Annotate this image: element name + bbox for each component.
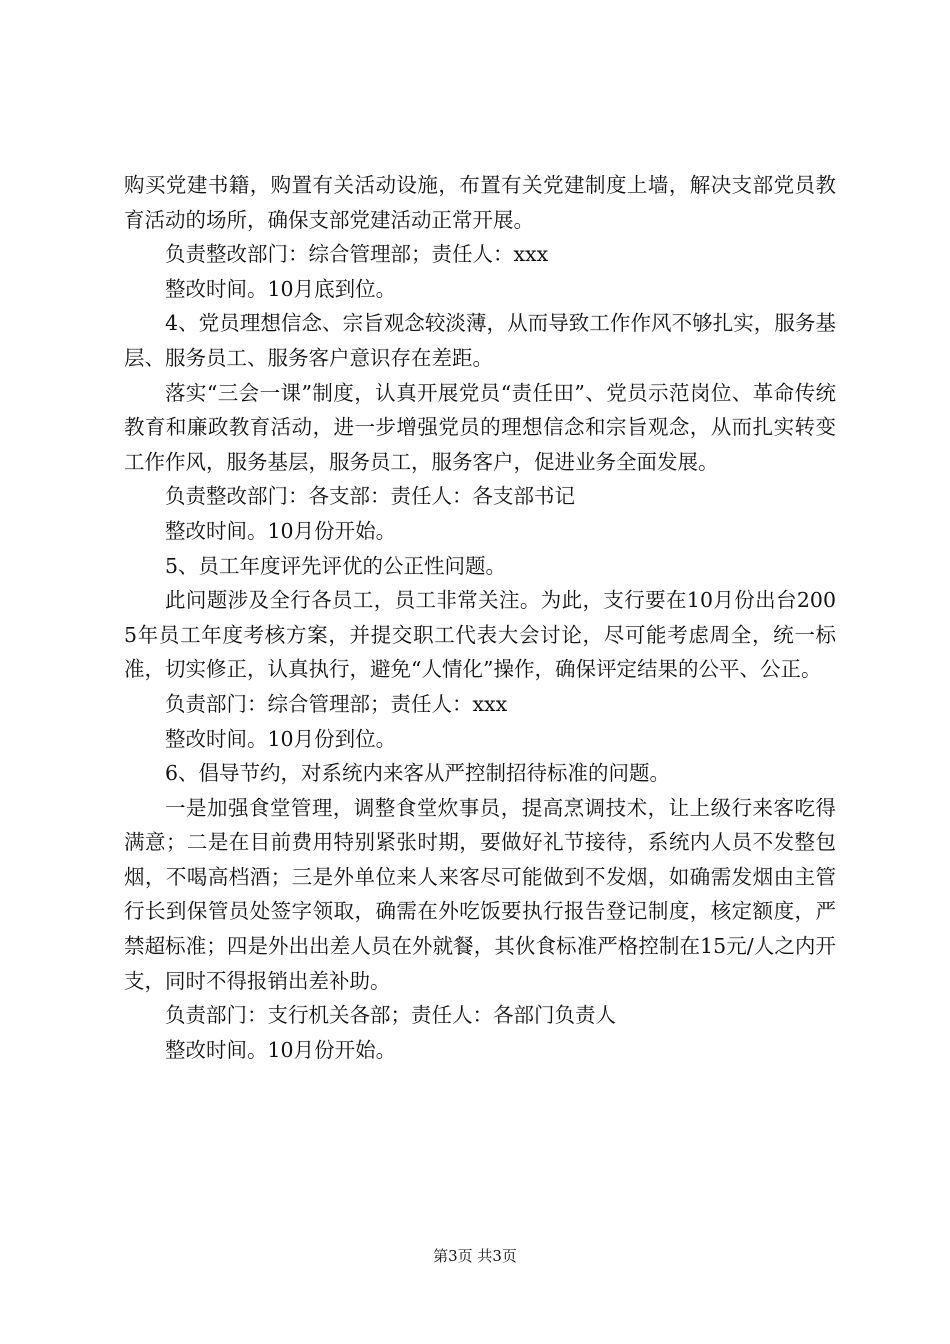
paragraph-purchase-books: 购买党建书籍，购置有关活动设施，布置有关党建制度上墙，解决支部党员教育活动的场所，确保支部党建活动正常开展。 — [124, 173, 836, 232]
paragraph-deadline-1: 整改时间。10月底到位。 — [165, 276, 397, 301]
paragraph-deadline-5: 整改时间。10月份到位。 — [165, 726, 397, 751]
paragraph-issue-6: 6、倡导节约，对系统内来客从严控制招待标准的问题。 — [165, 761, 671, 786]
paragraph-responsible-dept-1: 负责整改部门：综合管理部；责任人：xxx — [165, 242, 549, 267]
paragraph-measure-5: 此问题涉及全行各员工，员工非常关注。为此，支行要在10月份出台2005年员工年度考核方案，并提交职工代表大会讨论，尽可能考虑周全，统一标准，切实修正，认真执行，避免“人情化”操作，确保评定结果的公平、公正。 — [124, 588, 836, 682]
paragraph-responsible-dept-5: 负责部门：综合管理部；责任人：xxx — [165, 691, 508, 716]
paragraph-measure-4: 落实“三会一课”制度，认真开展党员“责任田”、党员示范岗位、革命传统教育和廉政教育活动，进一步增强党员的理想信念和宗旨观念，从而扎实转变工作作风，服务基层，服务员工，服务客户，促进业务全面发展。 — [124, 380, 836, 474]
paragraph-measure-6: 一是加强食堂管理，调整食堂炊事员，提高烹调技术，让上级行来客吃得满意；二是在目前费用特别紧张时期，要做好礼节接待，系统内人员不发整包烟，不喝高档酒；三是外单位来人来客尽可能做到不发烟，如确需发烟由主管行长到保管员处签字领取，确需在外吃饭要执行报告登记制度，核定额度，严禁超标准；四是外出出差人员在外就餐，其伙食标准严格控制在15元/人之内开支，同时不得报销出差补助。 — [124, 795, 836, 993]
page-number-footer: 第3页 共3页 — [433, 1247, 517, 1265]
paragraph-issue-4: 4、党员理想信念、宗旨观念较淡薄，从而导致工作作风不够扎实，服务基层、服务员工、服务客户意识存在差距。 — [124, 311, 836, 370]
document-body — [124, 168, 836, 1067]
paragraph-deadline-4: 整改时间。10月份开始。 — [165, 518, 397, 543]
paragraph-issue-5: 5、员工年度评先评优的公正性问题。 — [165, 553, 507, 578]
paragraph-deadline-6: 整改时间。10月份开始。 — [165, 1037, 397, 1062]
paragraph-responsible-dept-4: 负责整改部门：各支部：责任人：各支部书记 — [165, 484, 575, 509]
paragraph-responsible-dept-6: 负责部门：支行机关各部；责任人：各部门负责人 — [165, 1003, 616, 1028]
